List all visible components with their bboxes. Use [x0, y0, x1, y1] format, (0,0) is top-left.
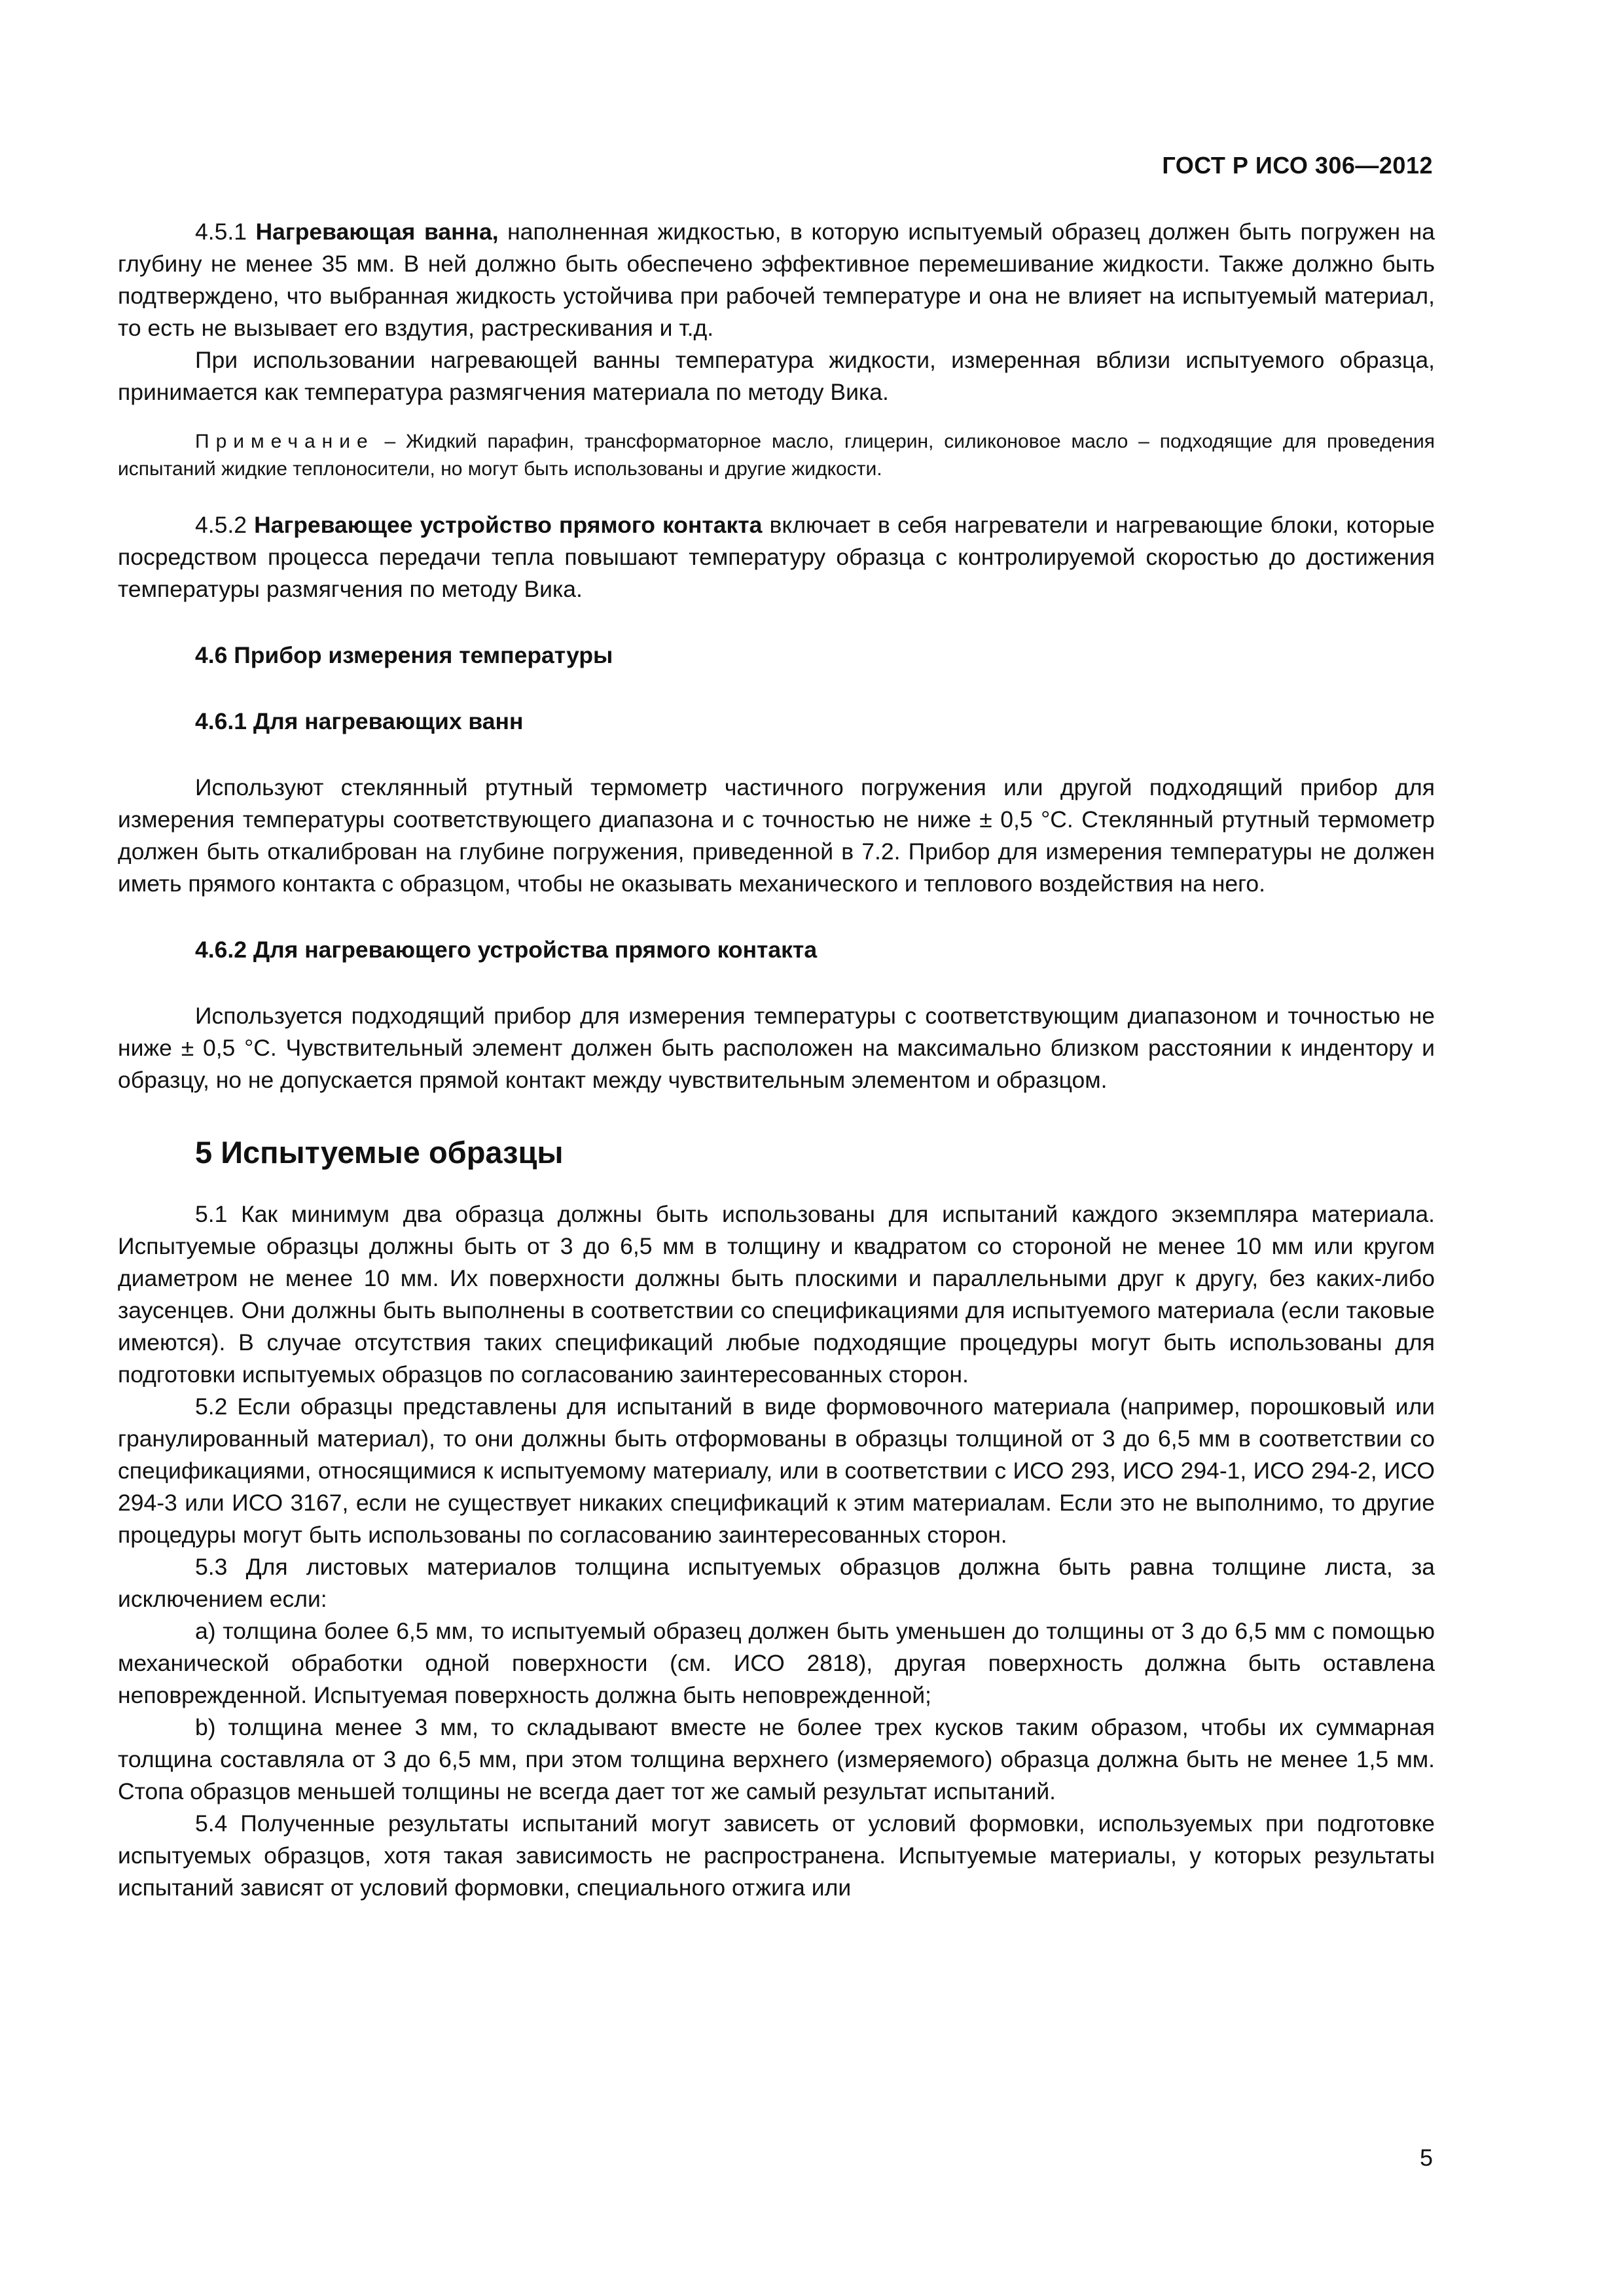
- page-number: 5: [1419, 2144, 1433, 2171]
- paragraph-5-1: 5.1 Как минимум два образца должны быть использованы для испытаний каждого экземпляра материала. Испытуемые образцы должны быть от 3 до 6,5 мм в толщину и квадратом со стороной не менее 10 мм или кругом диаметром не менее 10 мм. Их поверхности должны быть плоскими и параллельными друг к другу, без каких-либо заусенцев. Они должны быть выполнены в соответствии со спецификациями для испытуемого материала (если таковые имеются). В случае отсутствия таких спецификаций любые подходящие процедуры могут быть использованы для подготовки испытуемых образцов по согласованию заинтересованных сторон.: [118, 1201, 1435, 1388]
- clause-term: Нагревающее устройство прямого контакта: [254, 512, 763, 538]
- clause-text: включает в себя нагреватели и нагревающие блоки, которые посредством процесса передачи тепла повышают температуру образца с контролируемой скоростью до достижения температуры размягчения по методу Вика.: [118, 512, 1435, 602]
- paragraph-4-5-1: [118, 216, 1435, 344]
- paragraph-5-2: 5.2 Если образцы представлены для испытаний в виде формовочного материала (например, порошковый или гранулированный материал), то они должны быть отформованы в образцы толщиной от 3 до 6,5 мм в соответствии со спецификациями, относящимися к испытуемому материалу, или в соответствии с ИСО 293, ИСО 294-1, ИСО 294-2, ИСО 294-3 или ИСО 3167, если не существует никаких спецификаций к этим материалам. Если это не выполнимо, то другие процедуры могут быть использованы по согласованию заинтересованных сторон.: [118, 1393, 1435, 1548]
- paragraph-4-6-1: Используют стеклянный ртутный термометр частичного погружения или другой подходящий прибор для измерения температуры соответствующего диапазона и с точностью не ниже ± 0,5 °С. Стеклянный ртутный термометр должен быть откалиброван на глубине погружения, приведенной в 7.2. Прибор для измерения температуры не должен иметь прямого контакта с образцом, чтобы не оказывать механического и теплового воздействия на него.: [118, 774, 1435, 897]
- document-code-header: ГОСТ Р ИСО 306—2012: [1162, 152, 1433, 179]
- document-body: [118, 216, 1435, 1904]
- section-heading-4-6: 4.6 Прибор измерения температуры: [195, 642, 613, 668]
- clause-term: Нагревающая ванна,: [255, 219, 499, 245]
- note-label: Примечание: [195, 431, 374, 452]
- paragraph-4-5-1-continued: При использовании нагревающей ванны температура жидкости, измеренная вблизи испытуемого образца, принимается как температура размягчения материала по методу Вика.: [118, 347, 1435, 405]
- section-heading-4-6-1: 4.6.1 Для нагревающих ванн: [195, 708, 524, 734]
- paragraph-4-5-2: [118, 509, 1435, 605]
- note: [118, 428, 1435, 483]
- section-heading-5: 5 Испытуемые образцы: [195, 1135, 564, 1170]
- clause-text: наполненная жидкостью, в которую испытуемый образец должен быть погружен на глубину не менее 35 мм. В ней должно быть обеспечено эффективное перемешивание жидкости. Также должно быть подтверждено, что выбранная жидкость устойчива при рабочей температуре и она не влияет на испытуемый материал, то есть не вызывает его вздутия, растрескивания и т.д.: [118, 219, 1435, 341]
- paragraph-5-4: 5.4 Полученные результаты испытаний могут зависеть от условий формовки, используемых при подготовке испытуемых образцов, хотя такая зависимость не распространена. Испытуемые материалы, у которых результаты испытаний зависят от условий формовки, специального отжига или: [118, 1810, 1435, 1901]
- paragraph-5-3-a: а) толщина более 6,5 мм, то испытуемый образец должен быть уменьшен до толщины от 3 до 6,5 мм с помощью механической обработки одной поверхности (см. ИСО 2818), другая поверхность должна быть оставлена неповрежденной. Испытуемая поверхность должна быть неповрежденной;: [118, 1618, 1435, 1708]
- paragraph-5-3: 5.3 Для листовых материалов толщина испытуемых образцов должна быть равна толщине листа, за исключением если:: [118, 1554, 1435, 1612]
- note-text: – Жидкий парафин, трансформаторное масло, глицерин, силиконовое масло – подходящие для проведения испытаний жидкие теплоносители, но могут быть использованы и другие жидкости.: [118, 431, 1435, 480]
- paragraph-5-3-b: b) толщина менее 3 мм, то складывают вместе не более трех кусков таким образом, чтобы их суммарная толщина составляла от 3 до 6,5 мм, при этом толщина верхнего (измеряемого) образца должна быть не менее 1,5 мм. Стопа образцов меньшей толщины не всегда дает тот же самый результат испытаний.: [118, 1714, 1435, 1804]
- paragraph-4-6-2: Используется подходящий прибор для измерения температуры с соответствующим диапазоном и точностью не ниже ± 0,5 °С. Чувствительный элемент должен быть расположен на максимально близком расстоянии к индентору и образцу, но не допускается прямой контакт между чувствительным элементом и образцом.: [118, 1003, 1435, 1093]
- clause-number: 4.5.2: [195, 512, 247, 538]
- clause-number: 4.5.1: [195, 219, 247, 245]
- section-heading-4-6-2: 4.6.2 Для нагревающего устройства прямого контакта: [195, 937, 818, 963]
